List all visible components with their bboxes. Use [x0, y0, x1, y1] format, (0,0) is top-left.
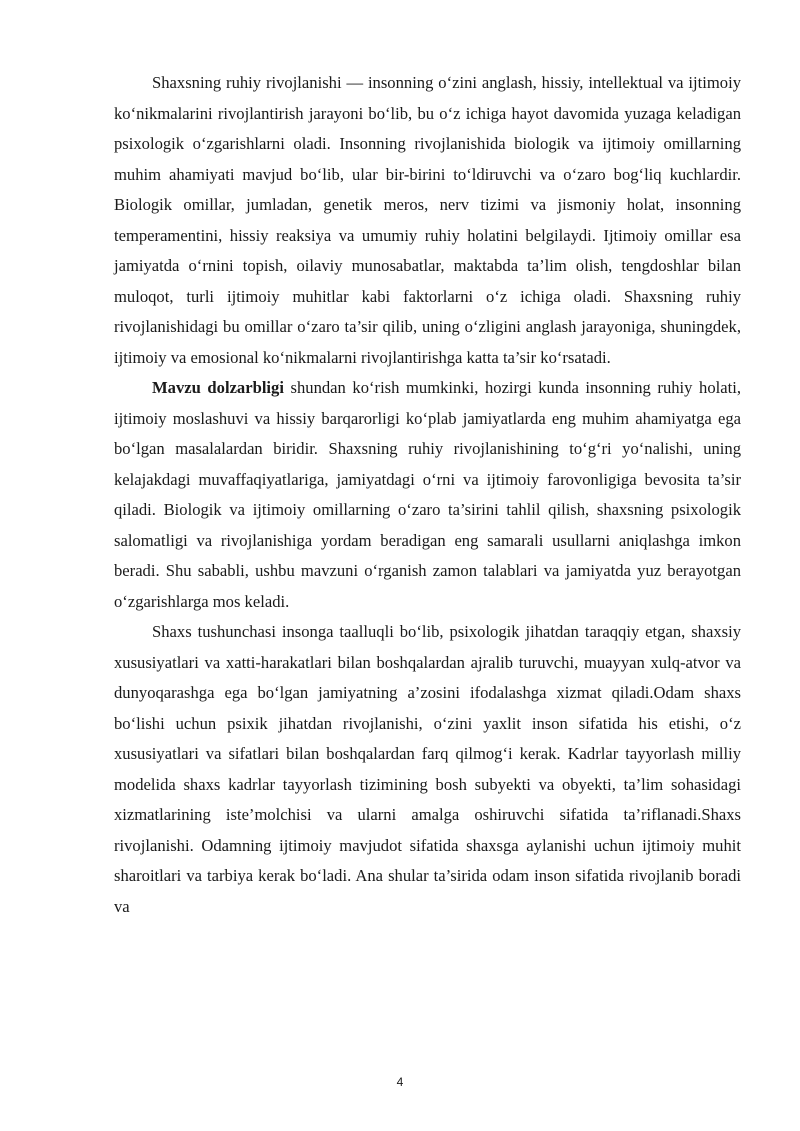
paragraph-1 — [114, 68, 741, 373]
page-number: 4 — [396, 1075, 404, 1089]
body-text — [114, 68, 741, 922]
relevance-term: Mavzu dolzarbligi — [152, 378, 284, 397]
paragraph-2-text: shundan ko‘rish mumkinki, hozirgi kunda insonning ruhiy holati, ijtimoiy moslashuvi va hissiy barqarorligi ko‘plab jamiyatlarda eng muhim ahamiyatga ega bo‘lgan masalalardan biridir. Shaxsning ruhiy rivojlanishining to‘g‘ri yo‘nalishi, uning kelajakdagi muvaffaqiyatlariga, jamiyatdagi o‘rni va ijtimoiy farovonligiga bevosita ta’sir qiladi. Biologik va ijtimoiy omillarning o‘zaro ta’sirini tahlil qilish, shaxsning psixologik salomatligi va rivojlanishiga yordam beradigan eng samarali usullarni aniqlashga imkon beradi. Shu sababli, ushbu mavzuni o‘rganish zamon talablari va jamiyatda yuz berayotgan o‘zgarishlarga mos keladi. — [114, 378, 741, 611]
paragraph-3-text: Shaxs tushunchasi insonga taalluqli bo‘lib, psixologik jihatdan taraqqiy etgan, shaxsiy xususiyatlari va xatti-harakatlari bilan boshqalardan ajralib turuvchi, muayyan xulq-atvor va dunyoqarashga ega bo‘lgan jamiyatning a’zosini ifodalashga xizmat qiladi.Odam shaxs bo‘lishi uchun psixik jihatdan rivojlanishi, o‘zini yaxlit inson sifatida his etishi, o‘z xususiyatlari va sifatlari bilan boshqalardan farq qilmog‘i kerak. Kadrlar tayyorlash milliy modelida shaxs kadrlar tayyorlash tizimining bosh subyekti va obyekti, ta’lim sohasidagi xizmatlarining iste’molchisi va ularni amalga oshiruvchi sifatida ta’riflanadi.Shaxs rivojlanishi. Odamning ijtimoiy mavjudot sifatida shaxsga aylanishi uchun ijtimoiy muhit sharoitlari va tarbiya kerak bo‘ladi. Ana shular ta’sirida odam inson sifatida rivojlanib boradi va — [114, 622, 741, 916]
paragraph-1-text: Shaxsning ruhiy rivojlanishi — insonning o‘zini anglash, hissiy, intellektual va ijtimoiy ko‘nikmalarini rivojlantirish jarayoni bo‘lib, bu o‘z ichiga hayot davomida yuzaga keladigan psixologik o‘zgarishlarni oladi. Insonning rivojlanishida biologik va ijtimoiy omillarning muhim ahamiyati mavjud bo‘lib, ular bir-birini to‘ldiruvchi va o‘zaro bog‘liq kuchlardir. Biologik omillar, jumladan, genetik meros, nerv tizimi va jismoniy holat, insonning temperamentini, hissiy reaksiya va umumiy ruhiy holatini belgilaydi. Ijtimoiy omillar esa jamiyatda o‘rnini topish, oilaviy munosabatlar, maktabda ta’lim olish, tengdoshlar bilan muloqot, turli ijtimoiy muhitlar kabi faktorlarni o‘z ichiga oladi. Shaxsning ruhiy rivojlanishidagi bu omillar o‘zaro ta’sir qilib, uning o‘zligini anglash jarayoniga, shuningdek, ijtimoiy va emosional ko‘nikmalarni rivojlantirishga katta ta’sir ko‘rsatadi. — [114, 73, 741, 367]
paragraph-3 — [114, 617, 741, 922]
paragraph-2 — [114, 373, 741, 617]
